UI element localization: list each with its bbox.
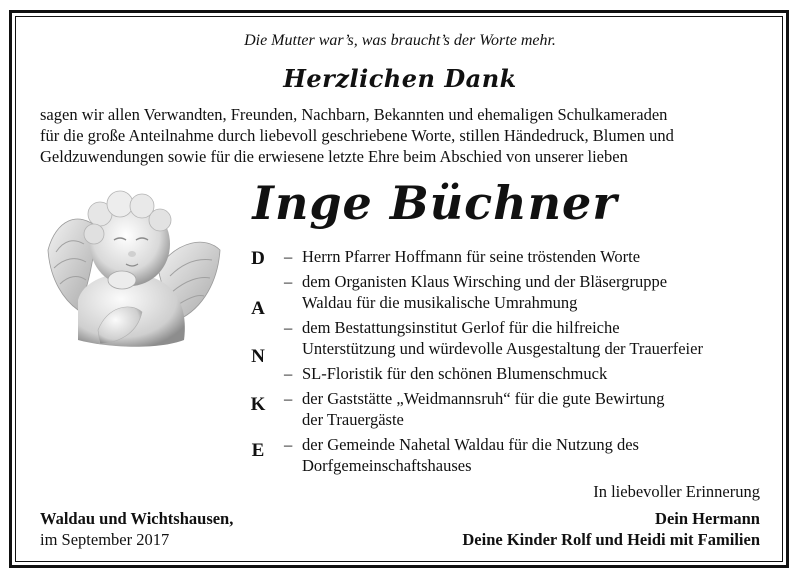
item-line: dem Bestattungsinstitut Gerlof für die hilfreiche [302, 318, 620, 337]
danke-letter: N [251, 346, 265, 367]
signature-1: Dein Hermann [655, 509, 760, 528]
item-line: dem Organisten Klaus Wirsching und der Bläsergruppe [302, 272, 668, 291]
danke-letter: A [251, 298, 265, 319]
place-date [40, 508, 233, 550]
intro-line: sagen wir allen Verwandten, Freunden, Nachbarn, Bekannten und ehemaligen Schulkameraden [40, 105, 668, 124]
thanks-list [284, 246, 764, 480]
danke-letter: D [251, 248, 265, 269]
item-line: Waldau für die musikalische Umrahmung [302, 293, 578, 312]
intro-line: Geldzuwendungen sowie für die erwiesene letzte Ehre beim Abschied von unserer lieben [40, 147, 628, 166]
intro-line: für die große Anteilnahme durch liebevoll geschriebene Worte, stillen Händedruck, Blumen und [40, 126, 674, 145]
dash: – [284, 318, 293, 337]
signatures [462, 508, 760, 550]
item-line: Dorfgemeinschaftshauses [302, 456, 472, 475]
remembrance: In liebevoller Erinnerung [593, 482, 760, 501]
item-line: der Gaststätte „Weidmannsruh“ für die gute Bewirtung [302, 389, 665, 408]
place: Waldau und Wichtshausen, [40, 509, 234, 528]
list-item [284, 434, 764, 476]
danke-letter: E [251, 440, 265, 461]
list-item [284, 363, 764, 384]
danke-letter: K [250, 394, 266, 415]
deceased-name: Inge Büchner [252, 176, 618, 230]
dash: – [284, 435, 293, 454]
list-item [284, 271, 764, 313]
dash: – [284, 272, 293, 291]
list-item [284, 246, 764, 267]
item-line: Unterstützung und würdevolle Ausgestaltung der Trauerfeier [302, 339, 703, 358]
dash: – [284, 364, 293, 383]
intro-text [40, 104, 764, 167]
list-item [284, 317, 764, 359]
dash: – [284, 247, 293, 266]
motto: Die Mutter war’s, was braucht’s der Worte mehr. [244, 32, 556, 49]
heading: Herzlichen Dank [283, 64, 517, 93]
dash: – [284, 389, 293, 408]
item-line: der Trauergäste [302, 410, 404, 429]
signature-2: Deine Kinder Rolf und Heidi mit Familien [462, 530, 760, 549]
item-line: SL-Floristik für den schönen Blumenschmuck [302, 364, 608, 383]
date: im September 2017 [40, 530, 170, 549]
item-line: Herrn Pfarrer Hoffmann für seine tröstenden Worte [302, 247, 641, 266]
cherub-angel-icon [38, 180, 224, 366]
item-line: der Gemeinde Nahetal Waldau für die Nutzung des [302, 435, 639, 454]
list-item [284, 388, 764, 430]
